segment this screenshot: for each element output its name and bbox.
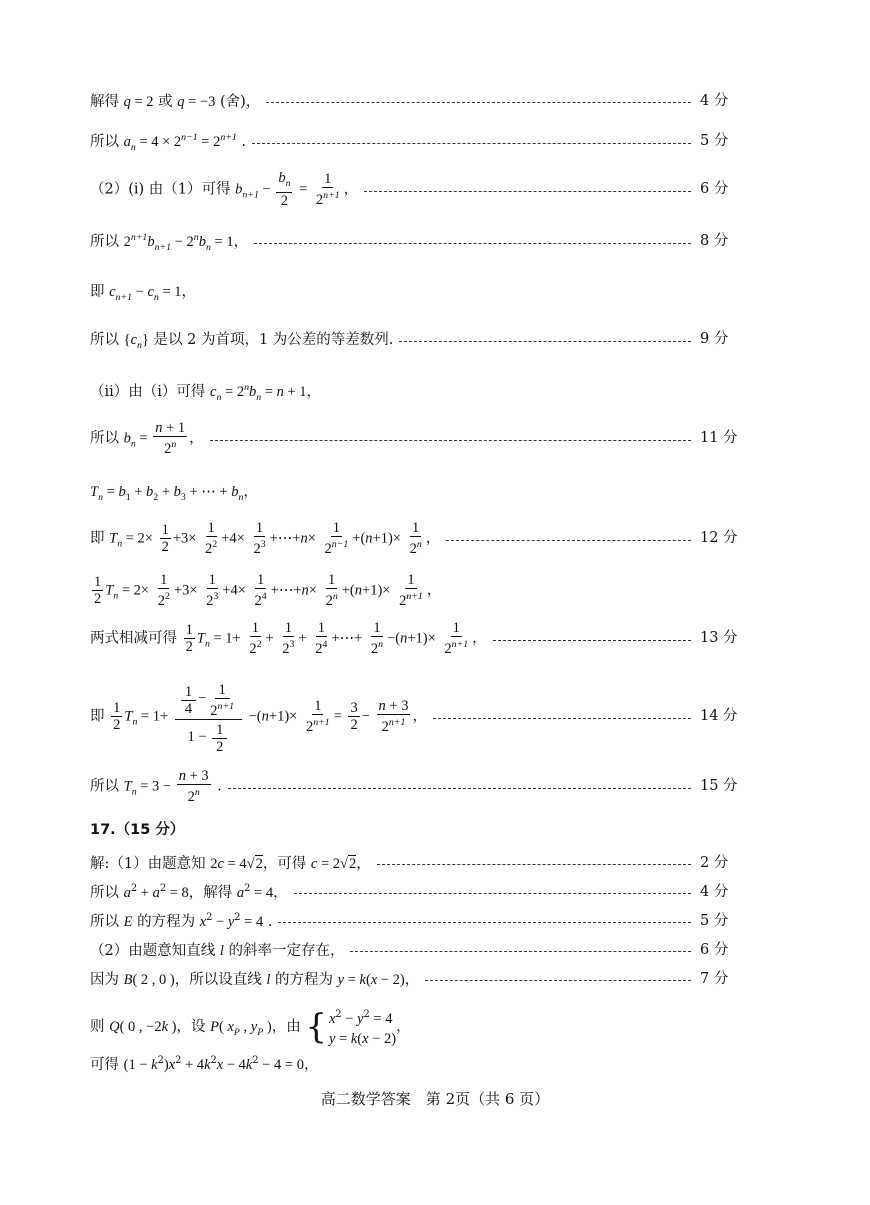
score-label: 4 分 bbox=[700, 92, 729, 109]
score-label: 11 分 bbox=[700, 430, 738, 447]
score-label: 4 分 bbox=[700, 883, 729, 900]
answer-line-4: 所以 $2^{n+1}b_{n+1} - 2^nb_n = 1$， 8 分 bbox=[90, 232, 729, 253]
dash-leader bbox=[254, 243, 691, 244]
answer-line-9: $T_n = b_1 + b_2 + b_3$ + ⋯ + $b_n$， bbox=[90, 484, 258, 503]
dash-leader bbox=[364, 191, 691, 192]
q17-line-3: 所以 E 的方程为 $x^2 - y^2 = 4$ . 5 分 bbox=[90, 912, 729, 930]
answer-line-10: 即 $T_n = 2\times$ $\frac{1}{2}$ +3× $\frac{1}{2^2}$ +4× $\frac{1}{2^3}$ +⋯+n× $\frac{1}{2^{n-1}}$ +(n+1)× $\frac{1}{2^n}$ ， 12 分 bbox=[90, 520, 738, 557]
dash-leader bbox=[446, 540, 691, 541]
dash-leader bbox=[399, 341, 691, 342]
score-label: 6 分 bbox=[700, 181, 729, 198]
score-label: 7 分 bbox=[700, 970, 729, 987]
answer-line-8: 所以 $b_n$ = $\frac{n + 1}{2^n}$ ， 11 分 bbox=[90, 420, 738, 457]
q17-line-7: 可得 $(1 - k^2)x^2 + 4k^2x - 4k^2 - 4 = 0$， bbox=[90, 1055, 319, 1073]
dash-leader bbox=[228, 788, 691, 789]
score-label: 8 分 bbox=[700, 233, 729, 250]
answer-line-1: 解得 q = 2 或 q = −3 (舍)， 4 分 bbox=[90, 92, 729, 110]
dash-leader bbox=[210, 440, 691, 441]
answer-line-14: 所以 $T_n = 3$ − $\frac{n + 3}{2^n}$ . 15 分 bbox=[90, 768, 738, 805]
score-label: 9 分 bbox=[700, 331, 729, 348]
q17-line-1: 解:（1）由题意知 2c = 4√2，可得 c = 2√2， 2 分 bbox=[90, 854, 729, 872]
q17-line-4: （2）由题意知直线 l 的斜率一定存在， 6 分 bbox=[90, 941, 729, 959]
answer-line-3: （2）(i) 由（1）可得 $b_{n+1}$ − $\frac{b_n}{2}$ = $\frac{1}{2^{n+1}}$ ， 6 分 bbox=[90, 170, 729, 209]
page-footer: 高二数学答案 第 2页（共 6 页） bbox=[320, 1090, 550, 1108]
brace-symbol: { bbox=[305, 1006, 327, 1047]
score-label: 2 分 bbox=[700, 854, 729, 871]
dash-leader bbox=[425, 980, 691, 981]
score-label: 15 分 bbox=[700, 778, 738, 795]
answer-line-7: （ii）由（i）可得 $c_n = 2^nb_n = n + 1$， bbox=[90, 382, 322, 403]
dash-leader bbox=[350, 951, 691, 952]
dash-leader bbox=[493, 640, 691, 641]
score-label: 13 分 bbox=[700, 630, 738, 647]
score-label: 5 分 bbox=[700, 133, 729, 150]
q17-line-5: 因为 B( 2 , 0 )，所以设直线 l 的方程为 y = k(x − 2)， 7 分 bbox=[90, 970, 729, 988]
answer-line-12: 两式相减可得 $\frac{1}{2}$ $T_n = 1+$ $\frac{1}{2^2}$ + $\frac{1}{2^3}$ + $\frac{1}{2^4}$ +⋯+ $\frac{1}{2^n}$ −(n+1)× $\frac{1}{2^{n+1}}$ ， 13 分 bbox=[90, 620, 738, 657]
dash-leader bbox=[294, 893, 691, 894]
score-label: 12 分 bbox=[700, 530, 738, 547]
answer-line-5: 即 $c_{n+1} - c_n = 1$， bbox=[90, 284, 197, 303]
answer-line-13: 即 $\frac{1}{2}$ $T_n = 1+$ $\frac{1}{4}$ − $\frac{1}{2^{n+1}}$ 1 − $\frac{1}{2}$ −(n+1)× $\frac{1}{2^{n+1}}$ = $\frac{3}{2}$ − $\frac{n + 3}{2^{n+1}}$ ， 14 分 bbox=[90, 678, 694, 755]
dash-leader bbox=[252, 143, 691, 144]
dash-leader bbox=[278, 922, 691, 923]
dash-leader bbox=[377, 864, 691, 865]
answer-line-11: $\frac{1}{2}$ $T_n = 2\times$ $\frac{1}{2^2}$ +3× $\frac{1}{2^3}$ +4× $\frac{1}{2^4}$ +⋯+n× $\frac{1}{2^n}$ +(n+1)× $\frac{1}{2^{n+1}}$ ， bbox=[94, 572, 442, 609]
score-label: 14 分 bbox=[700, 708, 738, 725]
score-label: 6 分 bbox=[700, 941, 729, 958]
section-17-heading: 17.（15 分） bbox=[90, 822, 185, 838]
score-label: 5 分 bbox=[700, 912, 729, 929]
answer-line-6: 所以 $\{c_n\}$ 是以 2 为首项，1 为公差的等差数列. 9 分 bbox=[90, 331, 729, 351]
answer-line-2: 所以 $a_n = 4 \times 2^{n-1} = 2^{n+1}$ . 5 分 bbox=[90, 132, 729, 153]
dash-leader bbox=[266, 102, 691, 103]
q17-line-6: 则 Q( 0 , −2k )，设 P( $x_P$ , $y_P$ )，由 { $x^2 - y^2 = 4$ y = k(x − 2) ， bbox=[90, 1006, 411, 1047]
dash-leader bbox=[433, 718, 691, 719]
q17-line-2: 所以 $a^2 + a^2 = 8$，解得 $a^2 = 4$， 4 分 bbox=[90, 883, 729, 901]
